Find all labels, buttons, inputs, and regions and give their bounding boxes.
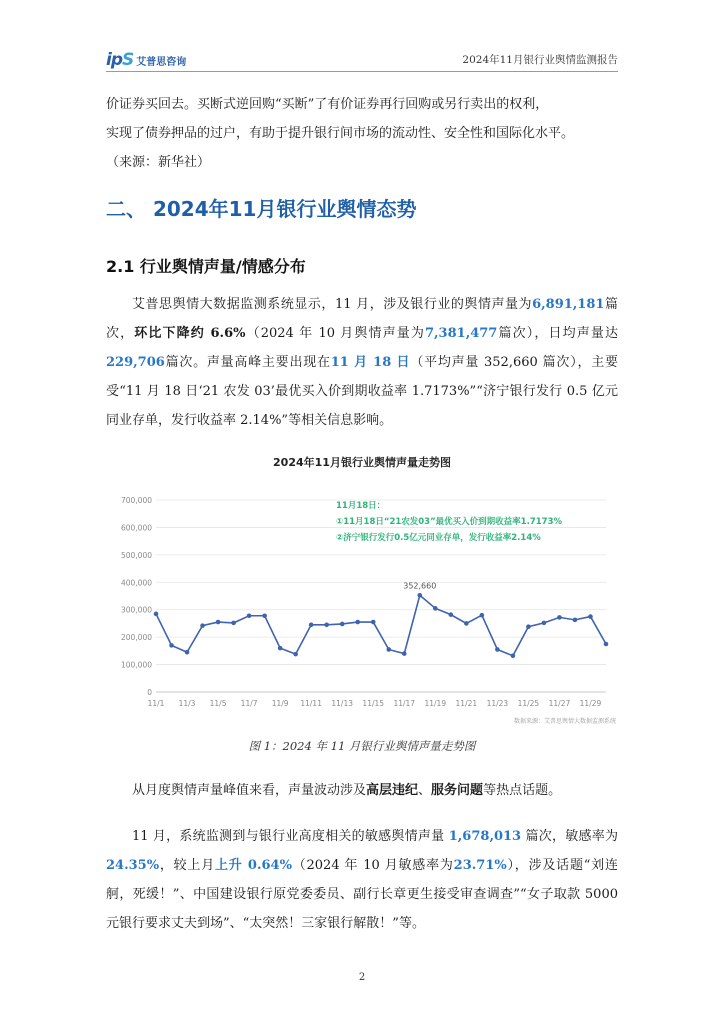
total-volume-value: 6,891,181 xyxy=(532,297,605,312)
data-point xyxy=(216,620,221,625)
peak-topics-paragraph: 从月度舆情声量峰值来看，声量波动涉及高层违纪、服务问题等热点话题。 xyxy=(132,783,562,798)
data-point xyxy=(542,621,547,626)
data-point xyxy=(247,613,252,618)
section-heading: 二、 2024年11月银行业舆情态势 xyxy=(106,197,417,221)
sensitive-paragraph: 11 月，系统监测到与银行业高度相关的敏感舆情声量 1,678,013 篇次，敏感率为24.35%，较上月上升 0.64%（2024 年 10 月敏感率为23.71%），涉及话题“刘连舸，死缓！”、中国建设银行原党委委员、副行长章更生接受审查调查”“女子取款 5000 元银行要求丈夫到场”、“太突然！三家银行解散！”等。 xyxy=(106,829,618,931)
volume-trend-chart xyxy=(106,448,618,736)
peak-date-value: 11 月 18 日 xyxy=(330,355,411,370)
y-tick-label: 0 xyxy=(147,688,152,697)
sensitive-rate-value: 24.35% xyxy=(106,858,160,873)
data-point xyxy=(449,612,454,617)
chart-title: 2024年11月银行业舆情声量走势图 xyxy=(273,456,451,469)
data-point xyxy=(495,647,500,652)
y-tick-label: 200,000 xyxy=(120,633,152,643)
previous-rate-value: 23.71% xyxy=(453,858,507,873)
x-tick-label: 11/15 xyxy=(362,699,385,708)
x-tick-label: 11/19 xyxy=(424,699,447,708)
data-point xyxy=(309,623,314,628)
data-point xyxy=(355,620,360,625)
annotation-line-2: ②济宁银行发行0.5亿元同业存单，发行收益率2.14% xyxy=(336,533,541,543)
x-tick-label: 11/5 xyxy=(209,699,227,708)
x-tick-label: 11/25 xyxy=(517,699,540,708)
data-point xyxy=(464,621,469,626)
data-point xyxy=(169,643,174,648)
data-point xyxy=(200,623,205,628)
chart-canvas xyxy=(106,448,618,736)
data-point xyxy=(340,622,345,627)
data-point xyxy=(278,646,283,651)
data-point xyxy=(154,612,159,617)
annotation-title: 11月18日： xyxy=(336,501,386,511)
previous-volume-value: 7,381,477 xyxy=(424,326,498,341)
chart-source: 数据来源：艾普思舆情大数据监测系统 xyxy=(513,718,616,725)
y-tick-label: 100,000 xyxy=(120,660,152,670)
y-tick-label: 500,000 xyxy=(120,550,152,560)
x-tick-label: 11/27 xyxy=(548,699,571,708)
subsection-heading: 2.1 行业舆情声量/情感分布 xyxy=(106,257,306,276)
chart-annotation xyxy=(336,498,562,546)
topic-discipline: 高层违纪 xyxy=(366,783,419,798)
data-point xyxy=(293,652,298,657)
data-point xyxy=(402,651,407,656)
data-point xyxy=(526,624,531,629)
y-tick-label: 400,000 xyxy=(120,578,152,588)
x-tick-label: 11/1 xyxy=(147,699,165,708)
x-tick-label: 11/9 xyxy=(271,699,289,708)
data-point xyxy=(433,606,438,611)
data-point xyxy=(231,621,236,626)
daily-volume-value: 229,706 xyxy=(106,355,165,370)
data-point xyxy=(262,613,267,618)
rate-change-value: 上升 0.64% xyxy=(215,858,292,873)
data-point xyxy=(386,647,391,652)
data-point xyxy=(573,618,578,623)
x-tick-label: 11/21 xyxy=(455,699,478,708)
data-point xyxy=(371,620,376,625)
page-header xyxy=(106,40,618,72)
data-point xyxy=(557,615,562,620)
data-point xyxy=(324,623,329,628)
data-point xyxy=(185,650,190,655)
intro-paragraph: 价证券买回去。买断式逆回购“买断”了有价证券再行回购或另行卖出的权利， 实现了债券押品的过户，有助于提升银行间市场的流动性、安全性和国际化水平。 （来源：新华社） xyxy=(106,97,575,170)
logo-mark: ipS xyxy=(106,50,134,70)
x-tick-label: 11/3 xyxy=(178,699,196,708)
sensitive-volume-value: 1,678,013 xyxy=(448,829,522,844)
x-tick-label: 11/17 xyxy=(393,699,416,708)
report-title: 2024年11月银行业舆情监测报告 xyxy=(462,54,618,66)
annotation-line-1: ①11月18日“21农发03”最优买入价到期收益率1.7173% xyxy=(336,517,563,527)
x-tick-label: 11/13 xyxy=(331,699,354,708)
data-point xyxy=(417,593,422,598)
page-number: 2 xyxy=(358,972,366,983)
company-logo xyxy=(106,50,186,70)
y-tick-label: 700,000 xyxy=(120,496,152,505)
data-point xyxy=(588,614,593,619)
y-tick-label: 300,000 xyxy=(120,605,152,615)
figure-caption: 图 1：2024 年 11 月银行业舆情声量走势图 xyxy=(248,739,476,753)
x-tick-label: 11/29 xyxy=(579,699,602,708)
x-tick-label: 11/7 xyxy=(240,699,258,708)
y-tick-label: 600,000 xyxy=(120,523,152,533)
logo-text: 艾普思咨询 xyxy=(136,56,187,68)
x-tick-label: 11/11 xyxy=(300,699,322,708)
volume-paragraph: 艾普思舆情大数据监测系统显示，11 月，涉及银行业的舆情声量为6,891,181篇次，环比下降约 6.6%（2024 年 10 月舆情声量为7,381,477篇次），日均声量达229,706篇次。声量高峰主要出现在11 月 18 日（平均声量 352,660 篇次），主要受“11 月 18 日‘21 农发 03’最优买入价到期收益率 1.7173%”“济宁银行发行 0.5 亿元同业存单，发行收益率 2.14%”等相关信息影响。 xyxy=(106,297,618,428)
x-tick-label: 11/23 xyxy=(486,699,509,708)
series-line xyxy=(156,595,606,656)
change-value: 环比下降约 6.6% xyxy=(134,326,246,341)
data-point xyxy=(511,653,516,658)
data-point xyxy=(604,642,609,647)
peak-data-label: 352,660 xyxy=(403,581,437,591)
topic-service: 服务问题 xyxy=(431,783,484,798)
data-point xyxy=(480,613,485,618)
